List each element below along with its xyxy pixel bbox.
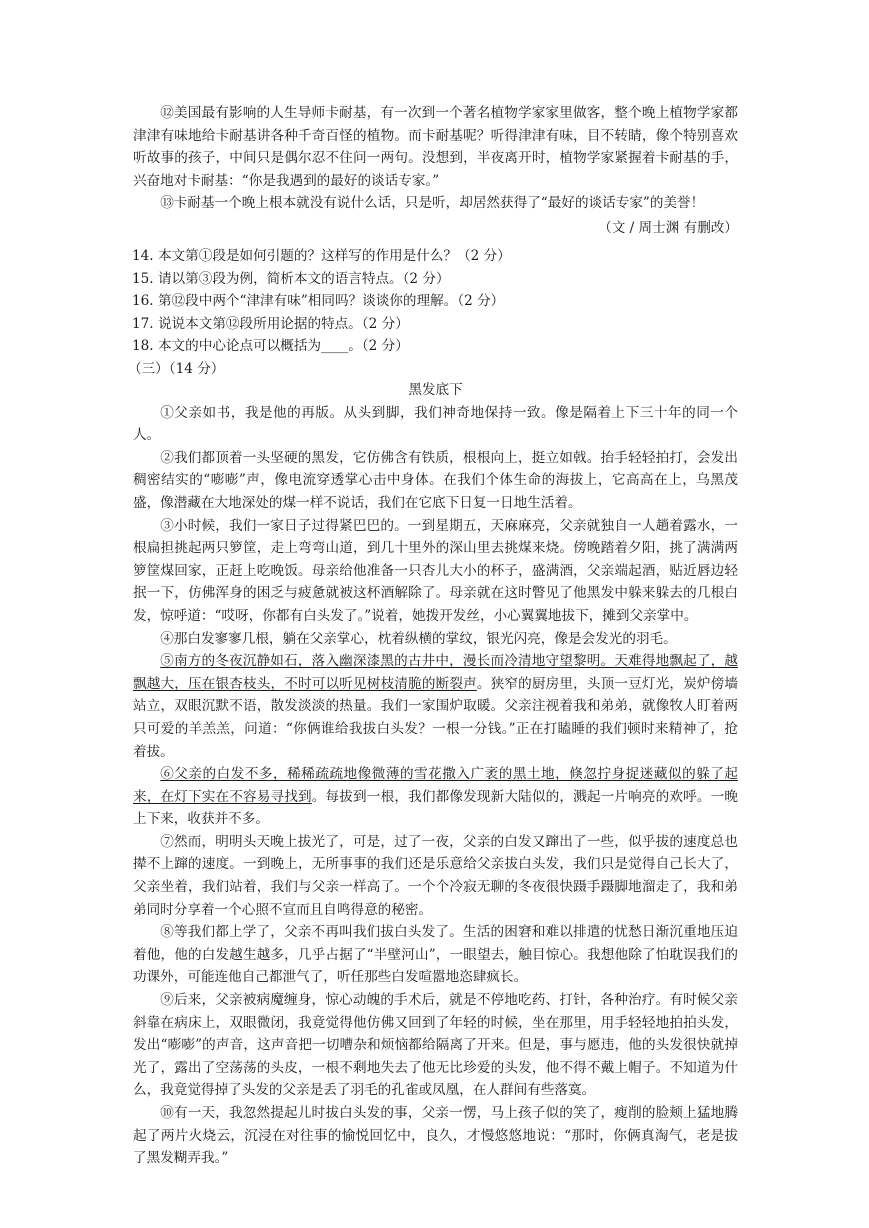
- section-three: [133, 379, 738, 1170]
- paragraph-9: ⑨后来，父亲被病魔缠身，惊心动魄的手术后，就是不停地吃药、打针，各种治疗。有时候父亲斜靠在病床上，双眼微闭，我竟觉得他仿佛又回到了年轻的时候，坐在那里，用手轻轻地拍拍头发，发出“嘭嘭”的声音，这声音把一切嘈杂和烦恼都给隔离了开来。但是，事与愿违，他的头发很快就掉光了，露出了空荡荡的头皮，一根不剩地失去了他无比珍爱的头发，他不得不戴上帽子。不知道为什么，我竟觉得掉了头发的父亲是丢了羽毛的孔雀或凤凰，在人群间有些落寞。: [133, 992, 738, 1099]
- paragraph-1: ①父亲如书，我是他的再版。从头到脚，我们神奇地保持一致。像是隔着上下三十年的同一个人。: [133, 404, 738, 444]
- question-17: 17. 说说本文第⑫段所用论据的特点。（2 分）: [132, 315, 409, 332]
- paragraph-5: [133, 650, 738, 763]
- paragraph-12: ⑫美国最有影响的人生导师卡耐基，有一次到一个著名植物学家家里做客，整个晚上植物学家都津津有味地给卡耐基讲各种千奇百怪的植物。而卡耐基呢？听得津津有味，目不转睛，像个特别喜欢听故事的孩子，中间只是偶尔忍不住问一两句。没想到，半夜离开时，植物学家紧握着卡耐基的手，兴奋地对卡耐基：“你是我遇到的最好的谈话专家。”: [133, 105, 738, 189]
- paragraph-2: ②我们都顶着一头坚硬的黑发，它仿佛含有铁质，根根向上，挺立如戟。抬手轻轻拍打，会发出稠密结实的“嘭嘭”声，像电流穿透掌心击中身体。在我们个体生命的海拔上，它高高在上，乌黑茂盛，像潜藏在大地深处的煤一样不说话，我们在它底下日复一日地生活着。: [133, 449, 738, 511]
- paragraph-4: ④那白发寥寥几根，躺在父亲掌心，枕着纵横的掌纹，银光闪亮，像是会发光的羽毛。: [160, 630, 677, 647]
- paragraph-10: ⑩有一天，我忽然提起儿时拔白头发的事，父亲一愣，马上孩子似的笑了，瘦削的脸颊上猛地腾起了两片火烧云，沉浸在对往事的愉悦回忆中，良久，才慢悠悠地说：“那时，你俩真淘气，老是拔了黑发糊弄我。”: [133, 1105, 738, 1167]
- section-three-header: （三）（14 分）: [128, 361, 225, 377]
- question-16: 16. 第⑫段中两个“津津有味”相同吗？谈谈你的理解。（2 分）: [132, 293, 505, 310]
- paragraph-3: ③小时候，我们一家日子过得紧巴巴的。一到星期五，天麻麻亮，父亲就独自一人趟着露水，一根扁担挑起两只箩筐，走上弯弯山道，到几十里外的深山里去挑煤来烧。傍晚踏着夕阳，挑了满满两箩筐煤回家，正赶上吃晚饭。母亲给他准备一只杏儿大小的杯子，盛满酒，父亲端起酒，贴近唇边轻抿一下，仿佛浑身的困乏与疲惫就被这杯酒解除了。母亲就在这时瞥见了他黑发中躲来躲去的几根白发，惊呼道：“哎呀，你都有白头发了。”说着，她拨开发丝，小心翼翼地拔下，摊到父亲掌中。: [133, 517, 738, 624]
- paragraph-5-underlined: ⑤南方的冬夜沉静如石，落入幽深漆黑的古井中，漫长而冷清地守望黎明。天难得地飘起了，越飘越大，压在银杏枝头，不时可以听见树枝清脆的断裂声: [133, 653, 738, 692]
- paragraph-13: ⑬卡耐基一个晚上根本就没有说什么话，只是听，却居然获得了“最好的谈话专家”的美誉！: [160, 195, 705, 212]
- article-title: 黑发底下: [408, 382, 463, 398]
- paragraph-6-rest: 。每拔到一根，我们都像发现新大陆似的，溅起一片响亮的欢呼。一晚上下来，收获并不多。: [133, 788, 738, 828]
- paragraph-7: ⑦然而，明明头天晚上拔光了，可是，过了一夜，父亲的白发又蹿出了一些，似乎拔的速度总也撵不上蹿的速度。一到晚上，无所事事的我们还是乐意给父亲拔白头发，我们只是觉得自己长大了，父亲坐着，我们站着，我们与父亲一样高了。一个个冷寂无聊的冬夜很快蹑手蹑脚地溜走了，我和弟弟同时分享着一个心照不宣而且自鸣得意的秘密。: [133, 833, 738, 918]
- question-18: 18. 本文的中心论点可以概括为____。（2 分）: [132, 338, 409, 355]
- source-note: （文 / 周士渊 有删改）: [598, 219, 738, 236]
- paragraph-6-underlined: ⑥父亲的白发不多，稀稀疏疏地像微薄的雪花撒入广袤的黑土地，倏忽拧身捉迷藏似的躲了起来，在灯下实在不容易寻找到: [133, 766, 738, 805]
- paragraph-6: [133, 763, 738, 831]
- question-15: 15. 请以第③段为例，简析本文的语言特点。（2 分）: [132, 270, 450, 287]
- section-two-tail: [133, 102, 738, 240]
- question-14: 14. 本文第①段是如何引题的？这样写的作用是什么？（2 分）: [132, 248, 511, 264]
- paragraph-5-rest: 。狭窄的厨房里，头顶一豆灯光，炭炉傍墙站立，双眼沉默不语，散发淡淡的热量。我们一家围炉取暖。父亲注视着我和弟弟，就像牧人盯着两只可爱的羊羔羔，问道：“你俩谁给我拔白头发？一根一分钱。”正在打瞌睡的我们顿时来精神了，抢着拔。: [133, 675, 739, 760]
- questions-list: [132, 245, 752, 358]
- paragraph-8: ⑧等我们都上学了，父亲不再叫我们拔白头发了。生活的困窘和难以排遣的忧愁日渐沉重地压迫着他，他的白发越生越多，几乎占据了“半壁河山”，一眼望去，触目惊心。我想他除了怕耽误我们的功课外，可能连他自己都泄气了，听任那些白发喧嚣地恣肆疯长。: [133, 924, 738, 986]
